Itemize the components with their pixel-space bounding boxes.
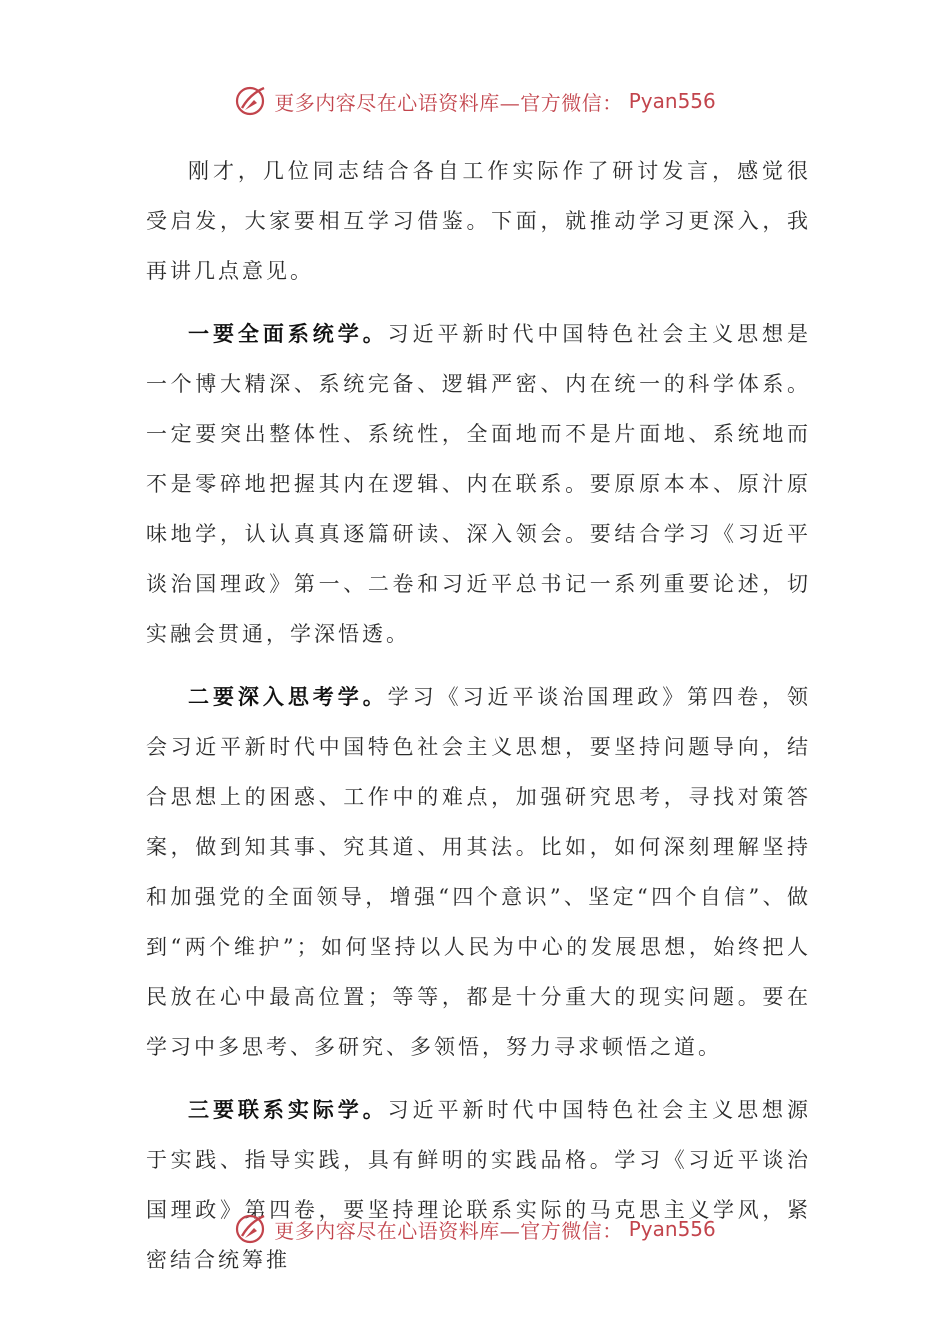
paragraph-text: 习近平新时代中国特色社会主义思想是一个博大精深、系统完备、逻辑严密、内在统一的科学体系。一定要突出整体性、系统性，全面地而不是片面地、系统地而不是零碎地把握其内在逻辑、内在联系。要原原本本、原汁原味地学，认认真真逐篇研读、深入领会。要结合学习《习近平谈治国理政》第一、二卷和习近平总书记一系列重要论述，切实融会贯通，学深悟透。 (146, 322, 812, 646)
paragraph-point-1 (146, 309, 811, 659)
document-body (146, 146, 811, 1298)
watermark-text: 更多内容尽在心语资料库—官方微信： (274, 1218, 623, 1243)
pen-logo-icon (234, 84, 268, 118)
watermark-text: 更多内容尽在心语资料库—官方微信： (274, 90, 623, 115)
paragraph-heading: 二要深入思考学。 (188, 684, 388, 709)
paragraph-text: 学习《习近平谈治国理政》第四卷，领会习近平新时代中国特色社会主义思想，要坚持问题导向，结合思想上的困惑、工作中的难点，加强研究思考，寻找对策答案，做到知其事、究其道、用其法。比如，如何深刻理解坚持和加强党的全面领导，增强“四个意识”、坚定“四个自信”、做到“两个维护”；如何坚持以人民为中心的发展思想，始终把人民放在心中最高位置；等等，都是十分重大的现实问题。要在学习中多思考、多研究、多领悟，努力寻求顿悟之道。 (146, 685, 812, 1059)
watermark-wechat-id: Pyan556 (628, 89, 716, 113)
header-watermark (0, 84, 950, 118)
pen-logo-icon (234, 1212, 268, 1246)
paragraph-heading: 三要联系实际学。 (188, 1097, 388, 1122)
paragraph-text: 习近平新时代中国特色社会主义思想源于实践、指导实践，具有鲜明的实践品格。学习《习近平谈治国理政》第四卷，要坚持理论联系实际的马克思主义学风，紧密结合统筹推 (146, 1098, 812, 1272)
watermark-wechat-id: Pyan556 (628, 1217, 716, 1241)
paragraph-text: 刚才，几位同志结合各自工作实际作了研讨发言，感觉很受启发，大家要相互学习借鉴。下面，就推动学习更深入，我再讲几点意见。 (146, 159, 811, 283)
paragraph-point-3 (146, 1085, 811, 1285)
paragraph-point-2 (146, 672, 811, 1072)
paragraph-intro (146, 146, 811, 296)
paragraph-heading: 一要全面系统学。 (188, 321, 388, 346)
footer-watermark (0, 1212, 950, 1246)
